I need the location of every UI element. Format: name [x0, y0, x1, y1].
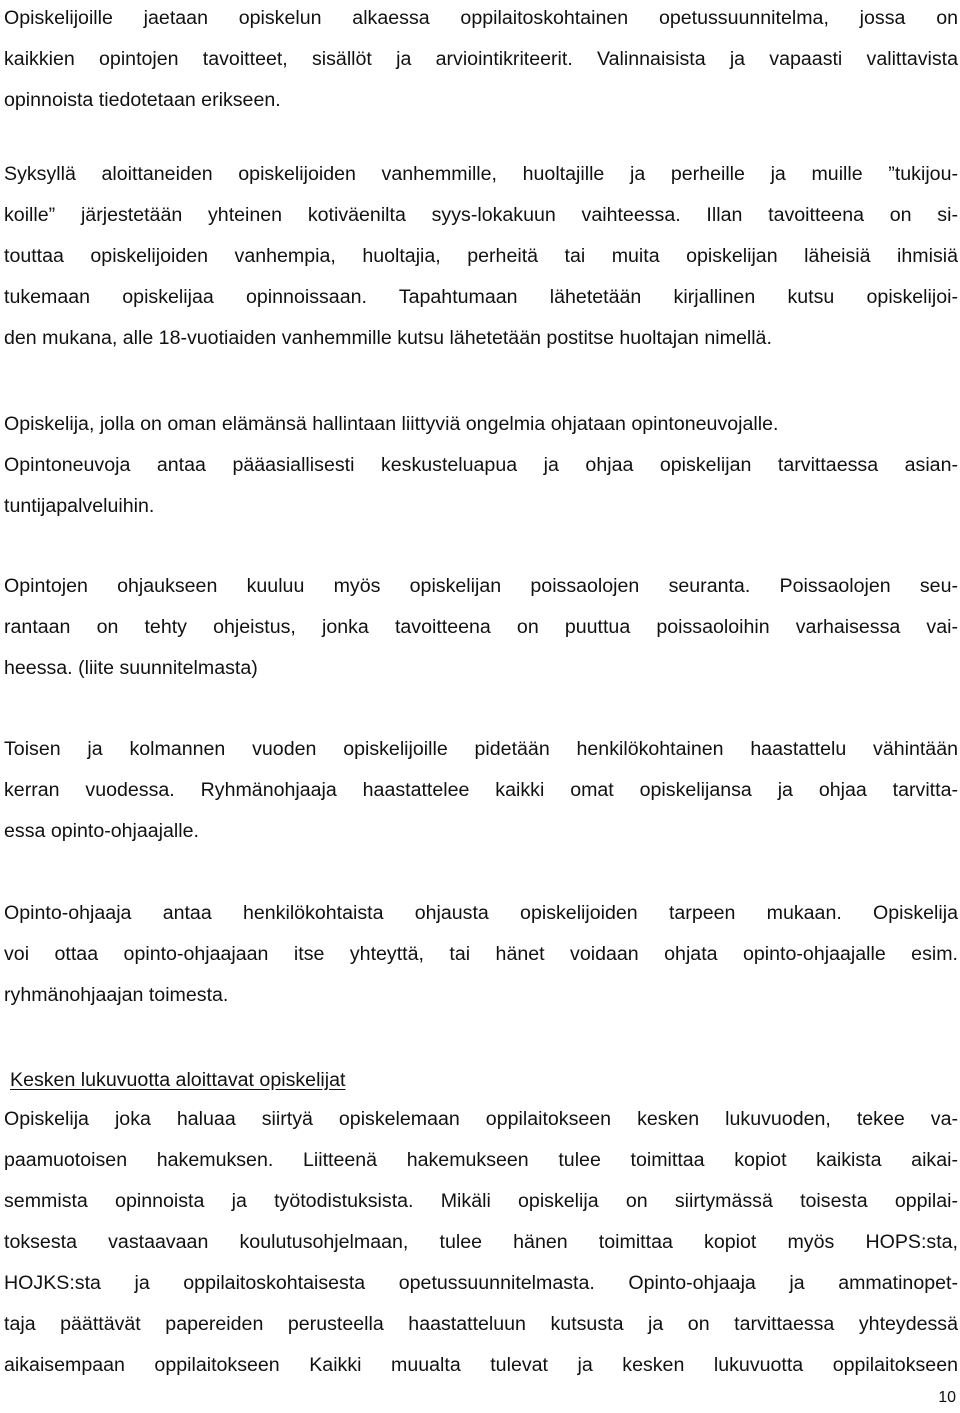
- paragraph-curriculum: [4, 0, 958, 121]
- text-line: semmista opinnoista ja työtodistuksista. Mikäli opiskelija on siirtymässä toisesta oppilai-: [4, 1190, 958, 1212]
- text-line: ryhmänohjaajan toimesta.: [4, 984, 229, 1006]
- text-line: kaikkien opintojen tavoitteet, sisällöt ja arviointikriteerit. Valinnaisista ja vapaasti valittavista: [4, 48, 958, 70]
- text-line: Opiskelijoille jaetaan opiskelun alkaessa oppilaitoskohtainen opetussuunnitelma, jossa on: [4, 7, 958, 29]
- page-number: 10: [938, 1389, 956, 1406]
- text-line: paamuotoisen hakemuksen. Liitteenä hakemukseen tulee toimittaa kopiot kaikista aikai-: [4, 1149, 958, 1171]
- text-line: Syksyllä aloittaneiden opiskelijoiden vanhemmille, huoltajille ja perheille ja muille ”tukijou-: [4, 163, 958, 185]
- paragraph-guidance: [4, 893, 958, 1016]
- text-line: essa opinto-ohjaajalle.: [4, 820, 199, 842]
- text-line: rantaan on tehty ohjeistus, jonka tavoitteena on puuttua poissaoloihin varhaisessa vai-: [4, 616, 958, 638]
- paragraph-interviews: [4, 729, 958, 852]
- text-line: Opintojen ohjaukseen kuuluu myös opiskelijan poissaolojen seuranta. Poissaolojen seu-: [4, 575, 958, 597]
- paragraph-absences: [4, 566, 958, 689]
- paragraph-family-evening: [4, 154, 958, 359]
- text-line: den mukana, alle 18-vuotiaiden vanhemmille kutsu lähetetään postitse huoltajan nimellä.: [4, 327, 772, 349]
- text-line: tukemaan opiskelijaa opinnoissaan. Tapahtumaan lähetetään kirjallinen kutsu opiskelijoi-: [4, 286, 958, 308]
- text-line: HOJKS:sta ja oppilaitoskohtaisesta opetussuunnitelmasta. Opinto-ohjaaja ja ammatinopet-: [4, 1272, 958, 1294]
- text-line: voi ottaa opinto-ohjaajaan itse yhteyttä, tai hänet voidaan ohjata opinto-ohjaajalle esim.: [4, 943, 958, 965]
- text-line: koille” järjestetään yhteinen kotiväenilta syys-lokakuun vaihteessa. Illan tavoitteena on si-: [4, 204, 958, 226]
- text-line: taja päättävät papereiden perusteella haastatteluun kutsusta ja on tarvittaessa yhteydessä: [4, 1313, 958, 1335]
- text-line: Opiskelija joka haluaa siirtyä opiskelemaan oppilaitokseen kesken lukuvuoden, tekee va-: [4, 1108, 958, 1130]
- text-line: Opintoneuvoja antaa pääasiallisesti keskusteluapua ja ohjaa opiskelijan tarvittaessa asian-: [4, 454, 958, 476]
- text-line: heessa. (liite suunnitelmasta): [4, 657, 258, 679]
- text-line: tuntijapalveluihin.: [4, 495, 155, 517]
- text-line: kerran vuodessa. Ryhmänohjaaja haastattelee kaikki omat opiskelijansa ja ohjaa tarvitta-: [4, 779, 958, 801]
- text-line: opinnoista tiedotetaan erikseen.: [4, 89, 281, 111]
- text-line: aikaisempaan oppilaitokseen Kaikki muualta tulevat ja kesken lukuvuotta oppilaitokseen: [4, 1354, 958, 1376]
- text-line: touttaa opiskelijoiden vanhempia, huoltajia, perheitä tai muita opiskelijan läheisiä ihmisiä: [4, 245, 958, 267]
- text-line: Opinto-ohjaaja antaa henkilökohtaista ohjausta opiskelijoiden tarpeen mukaan. Opiskelija: [4, 902, 958, 924]
- paragraph-study-counselor: [4, 404, 958, 527]
- text-line: toksesta vastaavaan koulutusohjelmaan, tulee hänen toimittaa kopiot myös HOPS:sta,: [4, 1231, 958, 1253]
- text-line: Opiskelija, jolla on oman elämänsä hallintaan liittyviä ongelmia ohjataan opintoneuvojalle.: [4, 413, 779, 435]
- section-heading: Kesken lukuvuotta aloittavat opiskelijat: [10, 1069, 346, 1091]
- paragraph-mid-year-students: [4, 1099, 958, 1386]
- text-line: Toisen ja kolmannen vuoden opiskelijoille pidetään henkilökohtainen haastattelu vähintään: [4, 738, 958, 760]
